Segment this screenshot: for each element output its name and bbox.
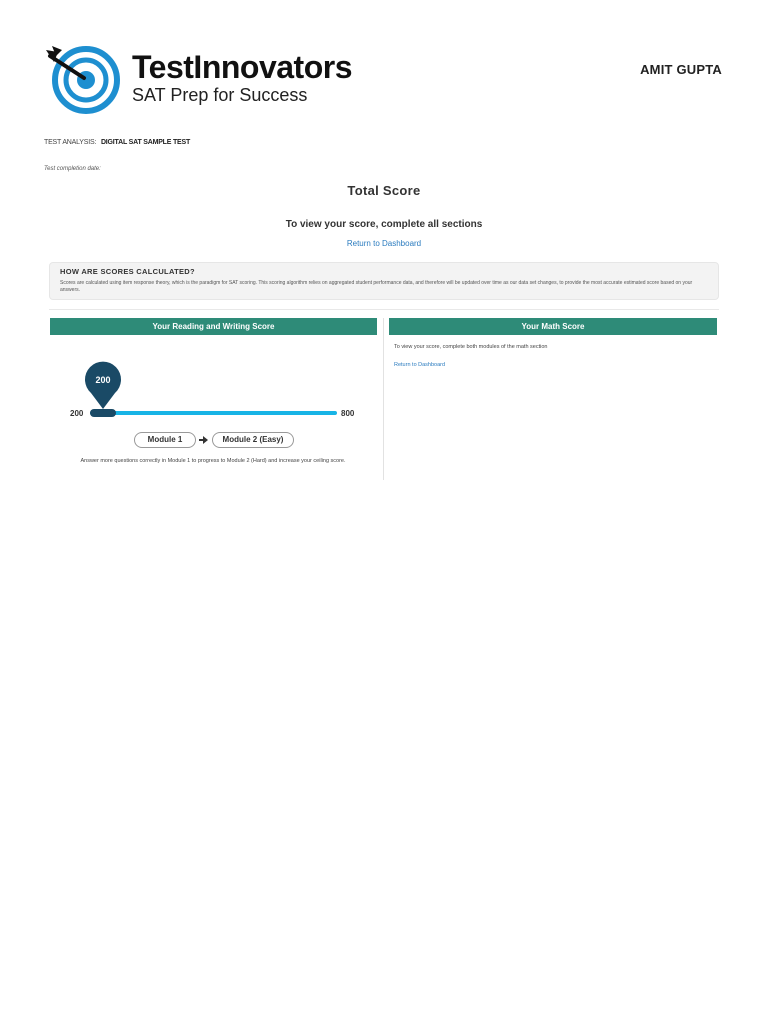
math-return-to-dashboard-link[interactable]: Return to Dashboard (394, 362, 446, 368)
math-header: Your Math Score (389, 318, 717, 335)
info-text: Scores are calculated using item response theory, which is the paradigm for SAT scoring. This scoring algorithm relies on aggregated student performance data, and therefore will be updated over time as our data set changes, to provide the most accurate estimated score based on your answers. (60, 280, 693, 293)
brand-name: TestInnovators (132, 49, 352, 85)
arrow-right-icon (199, 435, 209, 445)
score-slider-fill (90, 409, 116, 417)
column-divider (383, 318, 384, 480)
slider-max-label: 800 (341, 409, 355, 418)
score-info-box (49, 262, 719, 300)
brand (132, 48, 352, 106)
test-name: DIGITAL SAT SAMPLE TEST (100, 139, 191, 146)
return-to-dashboard-link[interactable]: Return to Dashboard (346, 239, 422, 248)
target-logo-icon (44, 40, 122, 118)
module-1-pill: Module 1 (134, 432, 196, 448)
user-name[interactable]: AMIT GUPTA (640, 62, 722, 77)
total-score-title: Total Score (347, 183, 421, 198)
score-pin-icon (83, 361, 123, 411)
score-slider-track (90, 411, 337, 415)
test-analysis-label: TEST ANALYSIS: (44, 139, 97, 146)
reading-writing-note: Answer more questions correctly in Module 1 to progress to Module 2 (Hard) and increase your ceiling score. (80, 458, 346, 464)
brand-tagline: SAT Prep for Success (132, 85, 308, 105)
slider-min-label: 200 (70, 409, 84, 418)
reading-writing-header: Your Reading and Writing Score (50, 318, 377, 335)
total-score-message: To view your score, complete all sections (285, 219, 483, 230)
score-pin-value: 200 (95, 375, 111, 385)
page-header (0, 0, 768, 130)
info-title: HOW ARE SCORES CALCULATED? (60, 267, 195, 276)
math-message: To view your score, complete both modules of the math section (394, 344, 548, 350)
section-divider (49, 309, 719, 310)
module-2-pill: Module 2 (Easy) (212, 432, 294, 448)
completion-date-label: Test completion date: (44, 166, 101, 172)
test-analysis-line (44, 139, 190, 146)
